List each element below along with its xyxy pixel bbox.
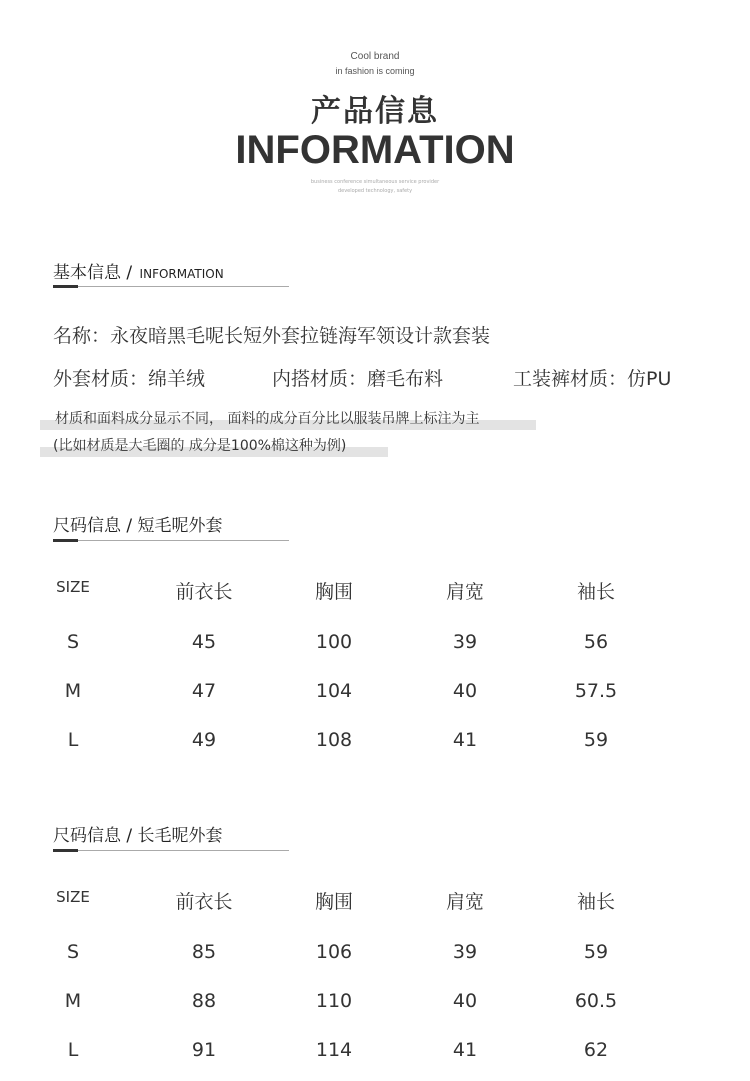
table-header-cell: 肩宽 <box>445 891 484 913</box>
table-header-cell: 胸围 <box>314 581 353 603</box>
table-cell: 57.5 <box>574 680 618 702</box>
divider <box>53 540 289 541</box>
table-cell: 104 <box>315 680 353 702</box>
tiny-caption: business conference simultaneous service provider <box>310 179 440 185</box>
table-cell: S <box>66 631 80 653</box>
inner-material: 内搭材质：磨毛布料 <box>272 368 444 390</box>
section-title-basic <box>53 258 224 283</box>
table-header-cell: 前衣长 <box>175 891 233 913</box>
table-cell: 59 <box>583 941 609 963</box>
table-cell: 47 <box>191 680 217 702</box>
table-cell: 41 <box>452 729 478 751</box>
pants-material: 工装裤材质：仿PU <box>513 368 672 390</box>
material-note-example: (比如材质是大毛圈的 成分是100%棉这种为例) <box>53 438 347 454</box>
divider-accent <box>53 285 78 288</box>
table-cell: 88 <box>191 990 217 1012</box>
table-header-cell: 胸围 <box>314 891 353 913</box>
page-title-cn: 产品信息 <box>311 94 439 129</box>
table-cell: 39 <box>452 941 478 963</box>
table-cell: 59 <box>583 729 609 751</box>
table-header-cell: 袖长 <box>576 581 615 603</box>
section-title-cn: 基本信息 <box>53 263 121 283</box>
table-cell: 49 <box>191 729 217 751</box>
table-cell: M <box>64 990 82 1012</box>
table-cell: 45 <box>191 631 217 653</box>
table-cell: 110 <box>315 990 353 1012</box>
table-header-cell: SIZE <box>56 888 90 906</box>
outer-material: 外套材质：绵羊绒 <box>53 368 206 390</box>
table-header-cell: 袖长 <box>576 891 615 913</box>
table-cell: 100 <box>315 631 353 653</box>
table-cell: 40 <box>452 680 478 702</box>
page-title-en: INFORMATION <box>235 128 515 172</box>
slash: / <box>126 263 133 283</box>
divider <box>53 850 289 851</box>
table-header-cell: 肩宽 <box>445 581 484 603</box>
table-cell: M <box>64 680 82 702</box>
divider-accent <box>53 539 78 542</box>
divider <box>53 286 289 287</box>
product-name: 名称：永夜暗黑毛呢长短外套拉链海军领设计款套装 <box>53 325 491 347</box>
section-title-en: INFORMATION <box>139 267 224 281</box>
table-header-cell: SIZE <box>56 578 90 596</box>
table-cell: 91 <box>191 1039 217 1061</box>
table-header-cell: 前衣长 <box>175 581 233 603</box>
table-cell: S <box>66 941 80 963</box>
table-cell: 106 <box>315 941 353 963</box>
divider-accent <box>53 849 78 852</box>
brand-tagline: Cool brand <box>350 51 400 62</box>
table-cell: 60.5 <box>574 990 618 1012</box>
table-cell: 85 <box>191 941 217 963</box>
table-cell: L <box>67 1039 79 1061</box>
size-section-title: 尺码信息 / 短毛呢外套 <box>53 516 223 536</box>
table-cell: 39 <box>452 631 478 653</box>
tiny-caption-2: developed technology, safety <box>337 188 413 194</box>
table-cell: 114 <box>315 1039 353 1061</box>
table-cell: 40 <box>452 990 478 1012</box>
table-cell: 108 <box>315 729 353 751</box>
table-cell: 41 <box>452 1039 478 1061</box>
table-cell: 56 <box>583 631 609 653</box>
table-cell: L <box>67 729 79 751</box>
material-note: 材质和面料成分显示不同， 面料的成分百分比以服装吊牌上标注为主 <box>55 411 480 427</box>
brand-tagline-2: in fashion is coming <box>335 66 415 76</box>
table-cell: 62 <box>583 1039 609 1061</box>
size-section-title: 尺码信息 / 长毛呢外套 <box>53 826 223 846</box>
